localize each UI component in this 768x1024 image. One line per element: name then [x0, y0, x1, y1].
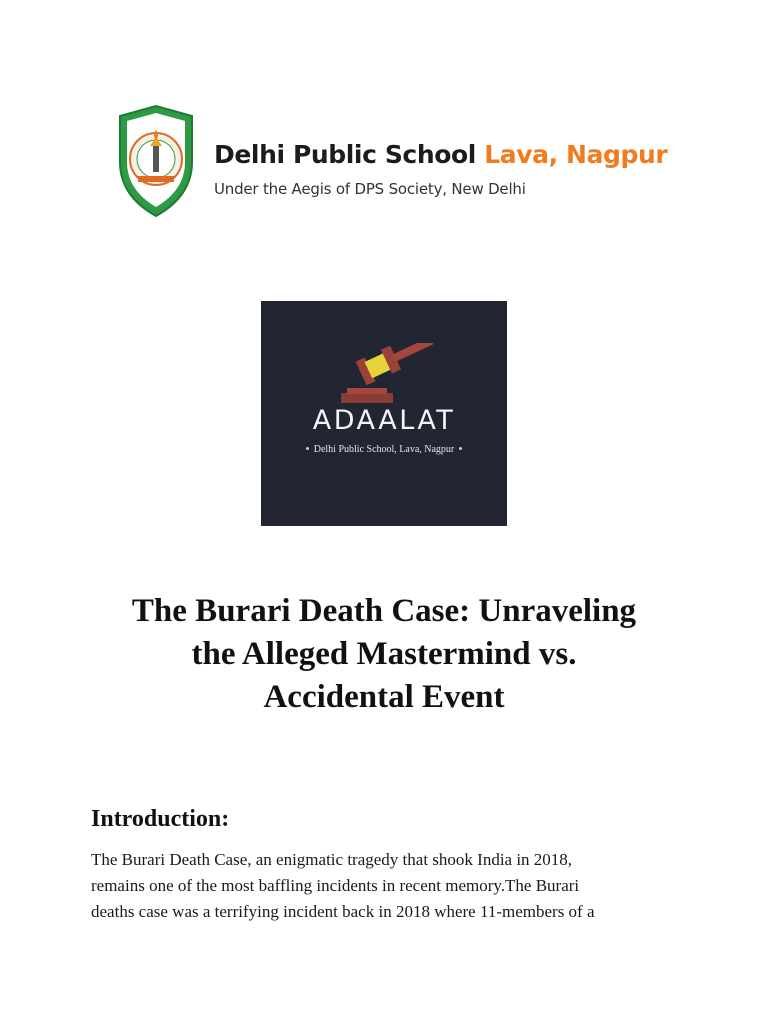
banner-title: ADAALAT [312, 405, 456, 436]
paragraph-line: remains one of the most baffling incidents in recent memory.The Burari [91, 876, 580, 895]
school-header [110, 104, 700, 220]
bullet-dot-right [459, 447, 462, 450]
title-line: The Burari Death Case: Unraveling [131, 593, 637, 629]
title-line: the Alleged Mastermind vs. [191, 636, 577, 672]
paragraph-line: The Burari Death Case, an enigmatic tragedy that shook India in 2018, [91, 850, 573, 869]
school-crest-logo [110, 104, 202, 218]
adaalat-banner [261, 301, 507, 526]
title-line: Accidental Event [263, 679, 505, 715]
gavel-icon [337, 343, 439, 409]
school-location: Lava, Nagpur [484, 140, 668, 169]
banner-subtitle: Delhi Public School, Lava, Nagpur [313, 444, 455, 455]
section-heading-introduction: Introduction: [91, 806, 230, 832]
school-name [214, 140, 667, 169]
school-name-main: Delhi Public School [214, 140, 485, 169]
school-subtitle: Under the Aegis of DPS Society, New Delhi [214, 180, 526, 198]
paragraph-line: deaths case was a terrifying incident back in 2018 where 11-members of a [91, 902, 595, 921]
article-title [60, 590, 708, 719]
